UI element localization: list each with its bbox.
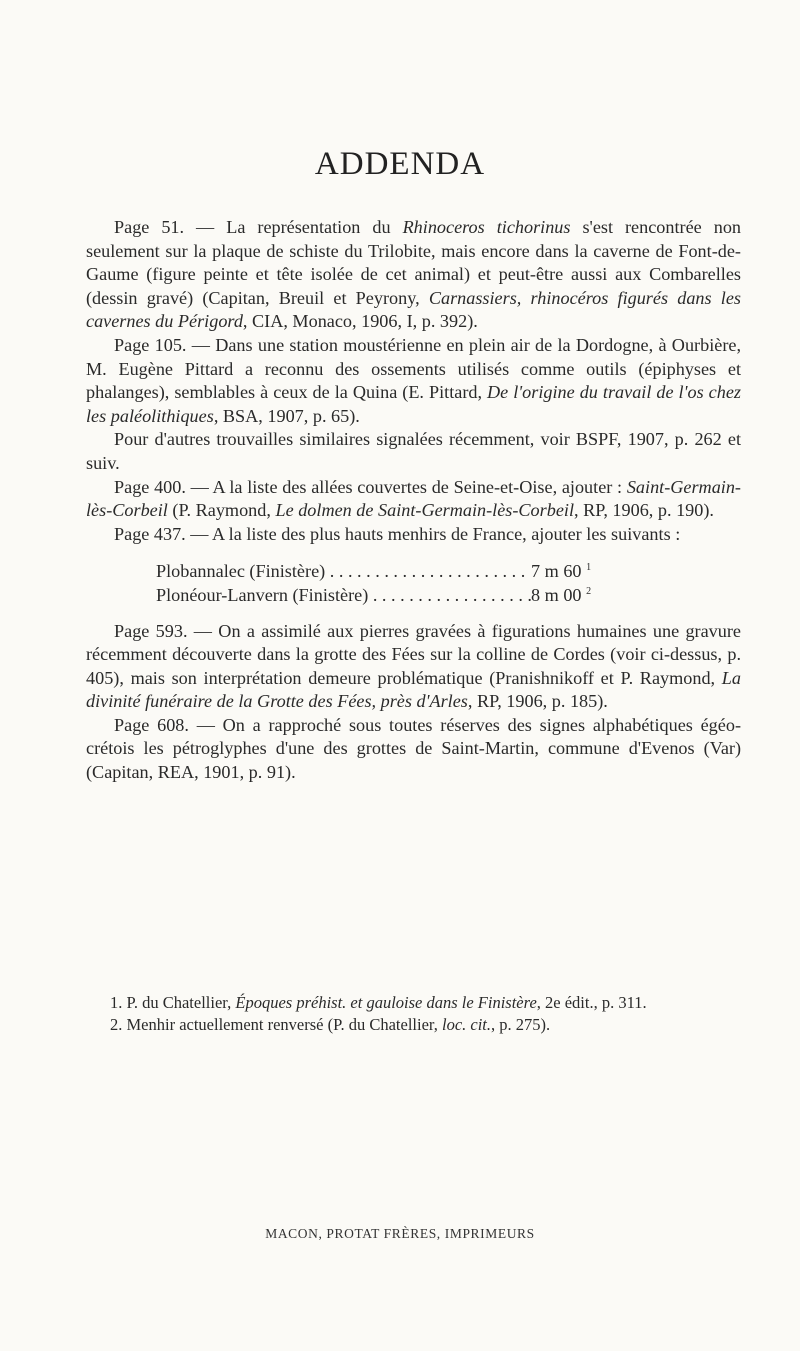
menhir-place: Plonéour-Lanvern (Finistère) . . .	[156, 584, 531, 608]
italic-run: Carnassiers, rhinocéros figurés dans les cavernes du Périgord	[86, 287, 741, 332]
text-run: (P. Raymond,	[167, 500, 276, 521]
text-run: , RP, 1906, p. 190).	[574, 500, 714, 521]
text-run: 2. Menhir actuellement renversé (P. du Chatellier,	[110, 1015, 442, 1034]
height-value: 8 m 00	[531, 584, 582, 605]
paragraph-page-437: Page 437. — A la liste des plus hauts menhirs de France, ajouter les suivants :	[114, 523, 681, 544]
italic-run: Le dolmen de Saint-Germain-lès-Corbeil	[275, 500, 574, 521]
text-run: s'est rencontrée non seulement sur la plaque de schiste du Trilobite, mais encore dans la caverne de Font-de-Gaume (figure peinte et tête isolée de cet animal) et peut-être aussi aux Combarelles (dessin gravé) (Capitan, Breuil et Peyrony,	[86, 217, 742, 308]
addenda-body	[86, 216, 741, 785]
text-run: Page 51. — La représentation du	[114, 217, 403, 237]
footnotes	[86, 992, 741, 1036]
italic-run: loc. cit.	[441, 1015, 492, 1034]
text-run: , CIA, Monaco, 1906, I, p. 392).	[242, 311, 478, 332]
footnote-ref: 2	[586, 585, 592, 597]
menhir-list	[156, 560, 741, 607]
menhir-place: Plobannalec (Finistère) . . .	[156, 560, 531, 584]
paragraph-page-608: Page 608. — On a rapproché sous toutes réserves des signes alphabétiques égéo-crétois les pétroglyphes d'une des grottes de Saint-Martin, commune d'Evenos (Var) (Capitan, REA, 1901, p. 91).	[86, 714, 741, 783]
paragraph-page-593	[86, 620, 741, 714]
text-run: , RP, 1906, p. 185).	[467, 691, 608, 712]
text-run: 1. P. du Chatellier,	[110, 993, 236, 1012]
menhir-height	[531, 560, 591, 584]
text-run: Page 400. — A la liste des allées couvertes de Seine-et-Oise, ajouter :	[114, 476, 627, 497]
italic-run: Époques préhist. et gauloise dans le Finistère	[235, 993, 537, 1012]
printer-imprint: MACON, PROTAT FRÈRES, IMPRIMEURS	[265, 1226, 535, 1241]
menhir-row	[156, 560, 741, 584]
paragraph-other-finds: Pour d'autres trouvailles similaires signalées récemment, voir BSPF, 1907, p. 262 et suiv.	[86, 429, 741, 473]
italic-run: La divinité funéraire de la Grotte des Fées, près d'Arles	[86, 667, 741, 712]
menhir-row	[156, 584, 741, 608]
text-run: , p. 275).	[491, 1015, 551, 1034]
page-title: ADDENDA	[314, 146, 486, 182]
height-value: 7 m 60	[531, 561, 582, 582]
text-run: , BSA, 1907, p. 65).	[213, 405, 360, 426]
text-run: Page 105. — Dans une station moustérienne en plein air de la Dordogne, à Ourbière, M. Eugène Pittard a reconnu des ossements utilisés comme outils (épiphyses et phalanges), semblables à ceux de la Quina (E. Pittard,	[86, 334, 741, 403]
paragraph-page-51	[86, 216, 741, 334]
italic-run: Saint-Germain-lès-Corbeil	[86, 476, 741, 521]
footnote-1	[86, 992, 741, 1014]
menhir-height	[531, 584, 591, 608]
text-run: Page 593. — On a assimilé aux pierres gravées à figurations humaines une gravure récemment découverte dans la grotte des Fées sur la colline de Cordes (voir ci-dessus, p. 405), mais son interprétation demeure problématique (Pranishnikoff et P. Raymond,	[86, 620, 741, 688]
footnote-2	[86, 1014, 741, 1036]
footnote-ref: 1	[586, 562, 592, 574]
italic-run: Rhinoceros tichorinus	[402, 217, 571, 237]
text-run: , 2e édit., p. 311.	[536, 993, 647, 1012]
paragraph-page-400	[86, 476, 741, 523]
italic-run: De l'origine du travail de l'os chez les paléolithiques	[86, 382, 741, 426]
paragraph-page-105	[86, 334, 741, 428]
